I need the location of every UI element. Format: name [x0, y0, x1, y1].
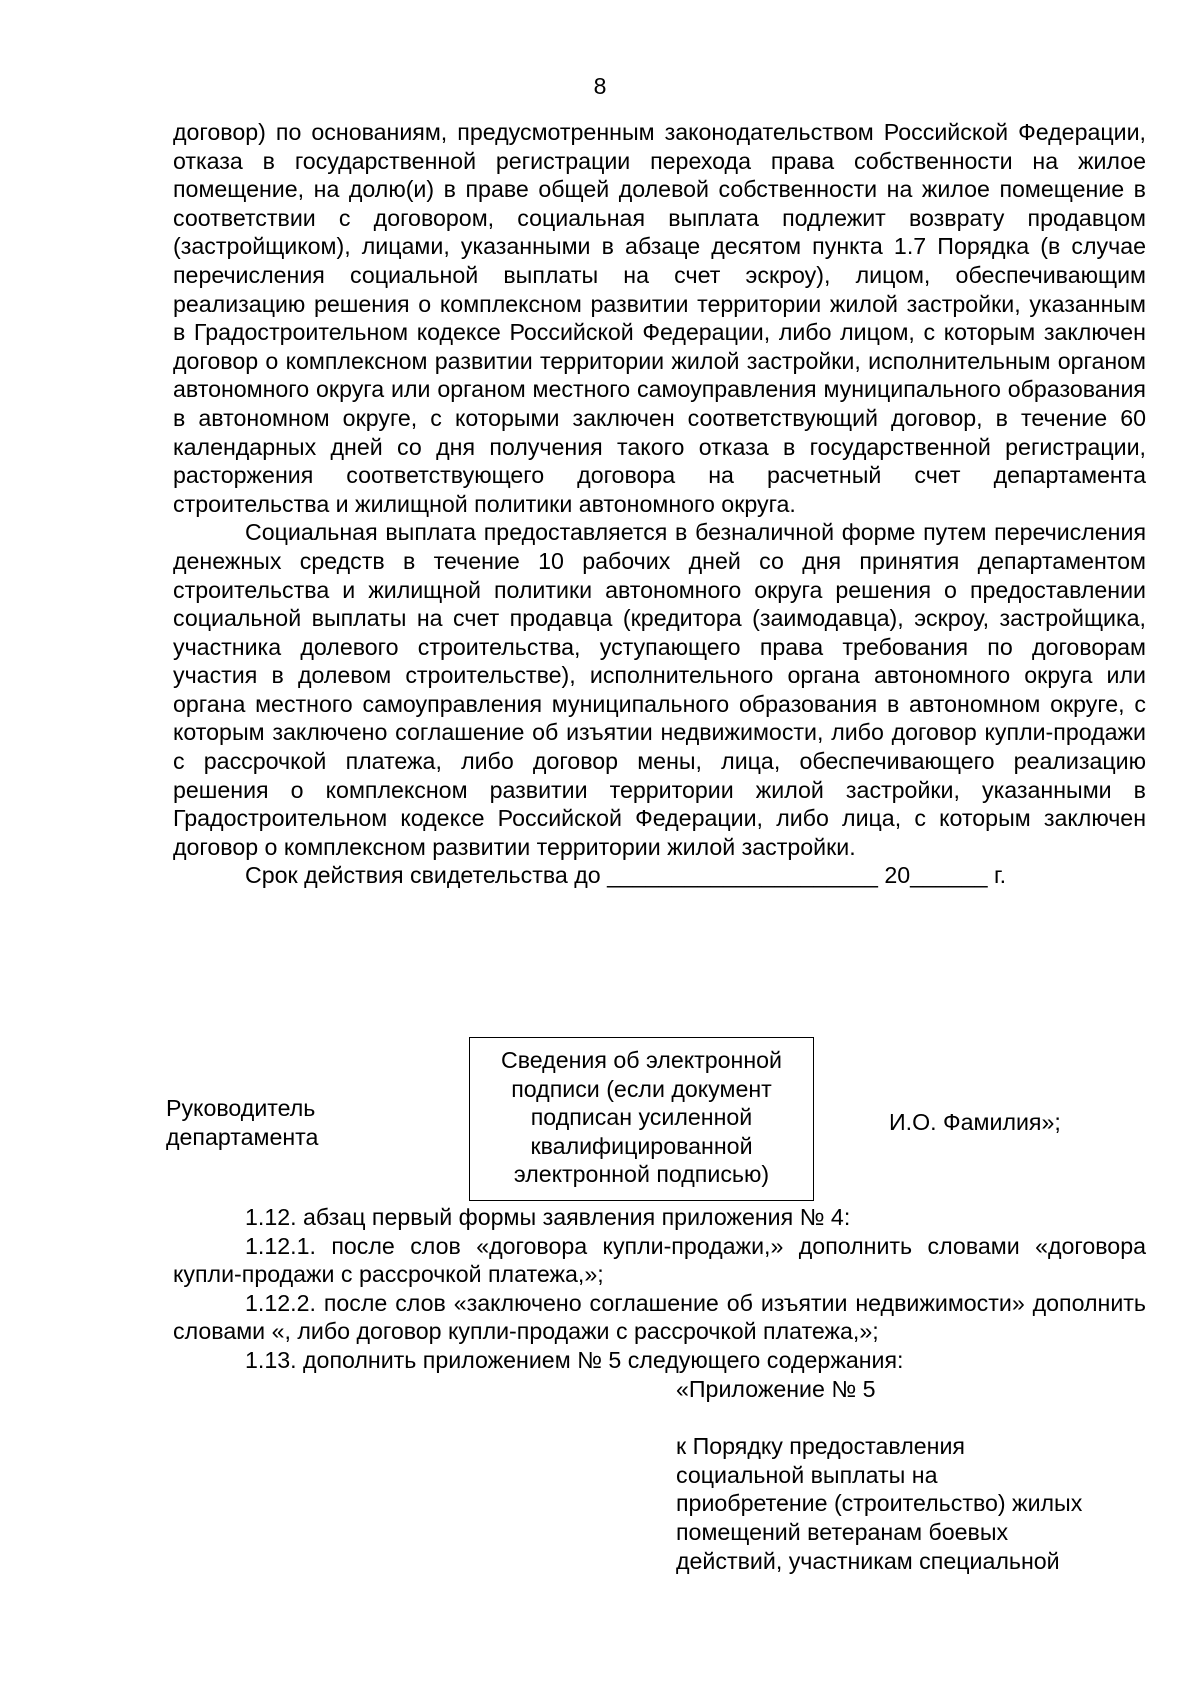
amendment-item: 1.12. абзац первый формы заявления приложения № 4:	[245, 1204, 851, 1230]
signer-title-line: Руководитель	[166, 1095, 316, 1121]
amendment-item: 1.12.2. после слов «заключено соглашение об изъятии недвижимости» дополнить словами «, либо договор купли-продажи с рассрочкой платежа,»;	[173, 1289, 1146, 1345]
esig-line: квалифицированной	[530, 1132, 753, 1159]
appendix-header	[676, 1375, 1146, 1575]
appendix-line: социальной выплаты на	[676, 1461, 938, 1488]
paragraph-refund-terms: договор) по основаниям, предусмотренным законодательством Российской Федерации, отказа в государственной регистрации перехода права собственности на жилое помещение, на долю(и) в праве общей долевой собственности на жилое помещение в соответствии с договором, социальная выплата подлежит возврату продавцом (застройщиком), лицами, указанными в абзаце десятом пункта 1.7 Порядка (в случае перечисления социальной выплаты на счет эскроу), лицом, обеспечивающим реализацию решения о комплексном развитии территории жилой застройки, указанным в Градостроительном кодексе Российской Федерации, либо лицом, с которым заключен договор о комплексном развитии территории жилой застройки, исполнительным органом автономного округа или органом местного самоуправления муниципального образования в автономном округе, с которыми заключен соответствующий договор, в течение 60 календарных дней со дня получения такого отказа в государственной регистрации, расторжения соответствующего договора на расчетный счет департамента строительства и жилищной политики автономного округа.	[173, 119, 1146, 517]
paragraph-payment-terms: Социальная выплата предоставляется в безналичной форме путем перечисления денежных средств в течение 10 рабочих дней со дня принятия департаментом строительства и жилищной политики автономного округа решения о предоставлении социальной выплаты на счет продавца (кредитора (заимодавца), эскроу, застройщика, участника долевого строительства, уступающего права требования по договорам участия в долевом строительстве), исполнительного органа автономного округа или органа местного самоуправления муниципального образования в автономном округе, с которым заключено соглашение об изъятии недвижимости, либо договор купли-продажи с рассрочкой платежа, либо договор мены, лица, обеспечивающего реализацию решения о комплексном развитии территории жилой застройки, указанными в Градостроительном кодексе Российской Федерации, либо лица, с которым заключен договор о комплексном развитии территории жилой застройки.	[173, 519, 1146, 860]
appendix-line: к Порядку предоставления	[676, 1433, 965, 1460]
certificate-deadline-line: Срок действия свидетельства до _____________________ 20______ г.	[245, 862, 1007, 889]
esig-line: Сведения об электронной	[500, 1047, 782, 1073]
esig-line: электронной подписью)	[513, 1161, 770, 1188]
signer-name: И.О. Фамилия»;	[889, 1109, 1061, 1135]
esig-line: подписан усиленной	[530, 1104, 753, 1131]
esig-line: подписи (если документ	[511, 1075, 772, 1102]
signer-title-line: департамента	[166, 1123, 319, 1150]
page-number: 8	[593, 73, 607, 99]
amendment-item: 1.12.1. после слов «договора купли-продажи,» дополнить словами «договора купли-продажи с рассрочкой платежа,»;	[173, 1232, 1146, 1288]
electronic-signature-box	[469, 1037, 814, 1201]
appendix-spacer	[676, 1404, 1146, 1433]
amendments-list	[173, 1203, 1146, 1375]
appendix-title: «Приложение № 5	[676, 1376, 876, 1402]
appendix-line: действий, участникам специальной	[676, 1547, 1060, 1574]
amendment-item: 1.13. дополнить приложением № 5 следующего содержания:	[245, 1346, 904, 1373]
appendix-line: приобретение (строительство) жилых	[676, 1490, 1083, 1517]
signature-block	[0, 1037, 1200, 1202]
appendix-line: помещений ветеранам боевых	[676, 1518, 1009, 1545]
signer-title	[166, 1094, 396, 1151]
main-text	[173, 118, 1146, 890]
